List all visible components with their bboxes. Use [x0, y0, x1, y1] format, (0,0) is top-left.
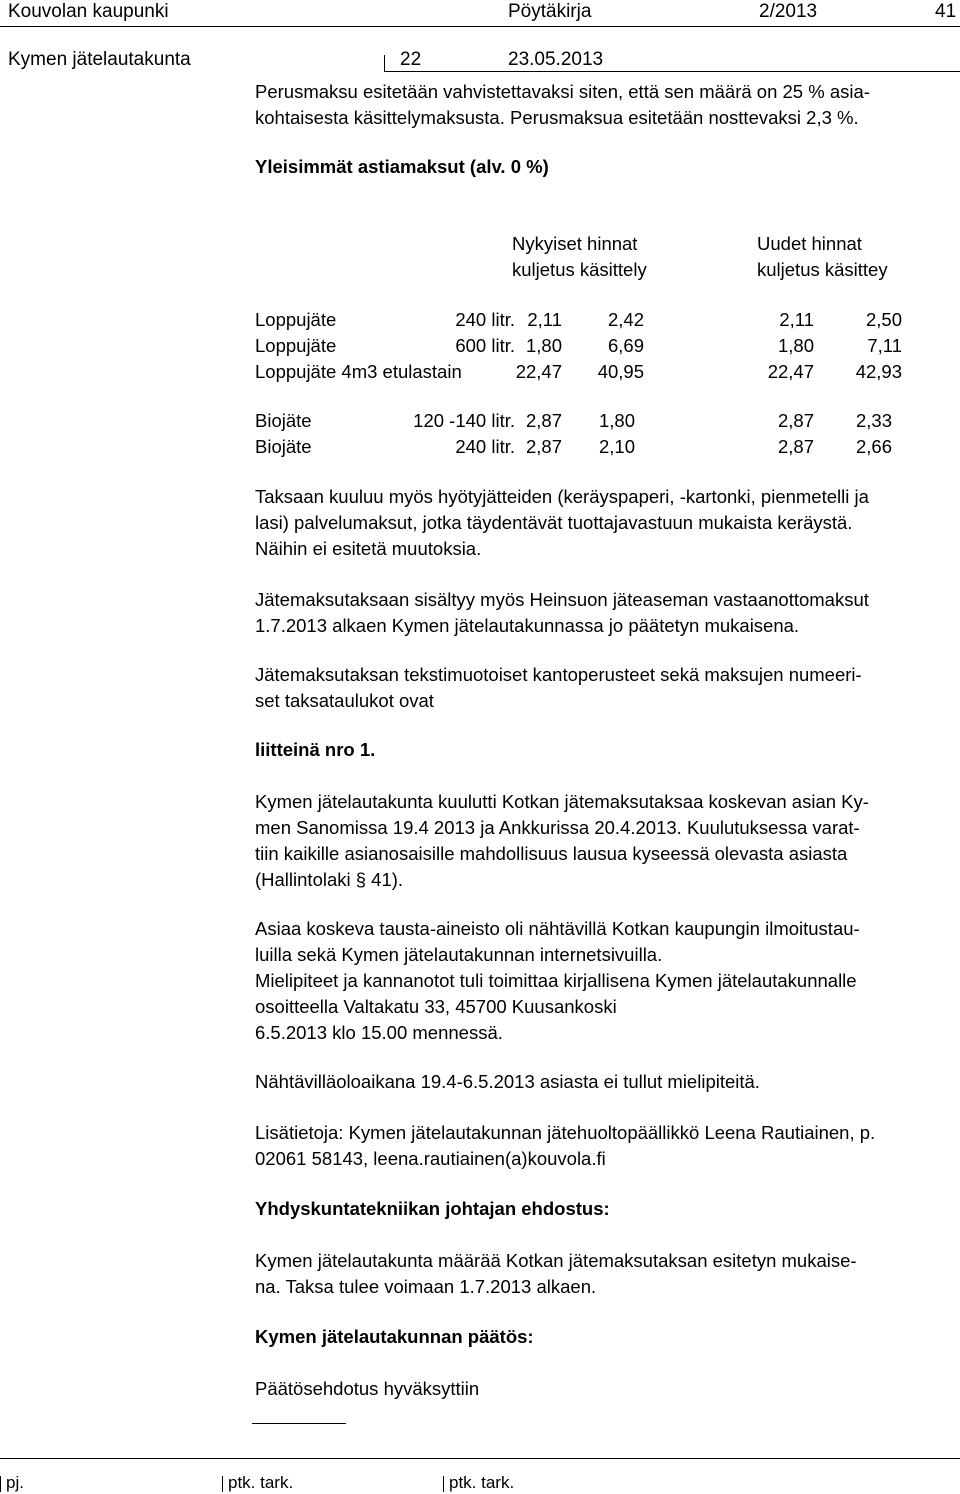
current-prices-header: Nykyiset hinnat [512, 233, 638, 254]
footer-chair-initials: pj. [6, 1473, 24, 1492]
header-committee: Kymen jätelautakunta [8, 49, 191, 70]
header-doc-number: 2/2013 [759, 1, 818, 22]
header-page-number: 41 [935, 1, 957, 22]
footer-mark-3 [443, 1476, 444, 1492]
paragraph-background: Asiaa koskeva tausta-aineisto oli nähtävillä Kotkan kaupungin ilmoitustau- luilla sekä Kymen jätelautakunnan internetsivuilla. Mielipiteet ja kannanotot tuli toimittaa kirjallisena Kymen jätelautakunnalle osoitteella Valtakatu 33, 45700 Kuusankoski 6.5.2013 klo 15.00 mennessä. [255, 918, 860, 1043]
signature-line [252, 1423, 346, 1424]
header-doc-type: Pöytäkirja [508, 1, 592, 22]
new-prices-header: Uudet hinnat [757, 233, 862, 254]
paragraph-contact: Lisätietoja: Kymen jätelautakunnan jätehuoltopäällikkö Leena Rautiainen, p. 02061 58143, leena.rautiainen(a)kouvola.fi [255, 1122, 876, 1169]
footer-mark-1 [0, 1476, 1, 1492]
footer-checker-1: ptk. tark. [228, 1473, 294, 1492]
paragraph-tariff-tables: Jätemaksutaksan tekstimuotoiset kantoperusteet sekä maksujen numeeri- set taksataulukot ovat [255, 664, 862, 711]
header-date: 23.05.2013 [508, 49, 604, 70]
header-rule-bottom [384, 71, 960, 72]
current-prices-subheader: kuljetus käsittely [512, 259, 647, 280]
fees-title: Yleisimmät astiamaksut (alv. 0 %) [255, 156, 549, 177]
decision-text: Päätösehdotus hyväksyttiin [255, 1378, 480, 1399]
proposal-heading: Yhdyskuntatekniikan johtajan ehdostus: [255, 1198, 610, 1219]
footer-checker-2: ptk. tark. [449, 1473, 515, 1492]
attachment-reference: liitteinä nro 1. [255, 739, 376, 760]
header-section: 22 [400, 49, 422, 70]
header-org: Kouvolan kaupunki [8, 1, 169, 22]
new-prices-subheader: kuljetus käsittey [757, 259, 888, 280]
paragraph-heinsuo: Jätemaksutaksaan sisältyy myös Heinsuon jäteaseman vastaanottomaksut 1.7.2013 alkaen Kymen jätelautakunnassa jo päätetyn mukaisena. [255, 589, 869, 636]
intro-paragraph: Perusmaksu esitetään vahvistettavaksi siten, että sen määrä on 25 % asia- kohtaisesta käsittelymaksusta. Perusmaksua esitetään nosttevaksi 2,3 %. [255, 81, 870, 128]
paragraph-recycling: Taksaan kuuluu myös hyötyjätteiden (keräyspaperi, -kartonki, pienmetelli ja lasi) palvelumaksut, jotka täydentävät tuottajavastuun mukaista keräystä. Näihin ei esitetä muutoksia. [255, 486, 869, 559]
decision-heading: Kymen jätelautakunnan päätös: [255, 1326, 534, 1347]
proposal-text: Kymen jätelautakunta määrää Kotkan jätemaksutaksan esitetyn mukaise- na. Taksa tulee voimaan 1.7.2013 alkaen. [255, 1250, 857, 1297]
paragraph-viewing-period: Nähtävilläoloaikana 19.4-6.5.2013 asiasta ei tullut mielipiteitä. [255, 1071, 760, 1092]
footer-mark-2 [222, 1476, 223, 1492]
footer-rule [0, 1458, 960, 1459]
paragraph-announcement: Kymen jätelautakunta kuulutti Kotkan jätemaksutaksaa koskevan asian Ky- men Sanomissa 19.4 2013 ja Ankkurissa 20.4.2013. Kuulutuksessa varat- tiin kaikille asianosaisille mahdollisuus lausua kyseessä olevasta asiasta (Hallintolaki § 41). [255, 791, 869, 890]
header-rule-tick [384, 55, 385, 72]
header-rule-top [0, 26, 960, 27]
